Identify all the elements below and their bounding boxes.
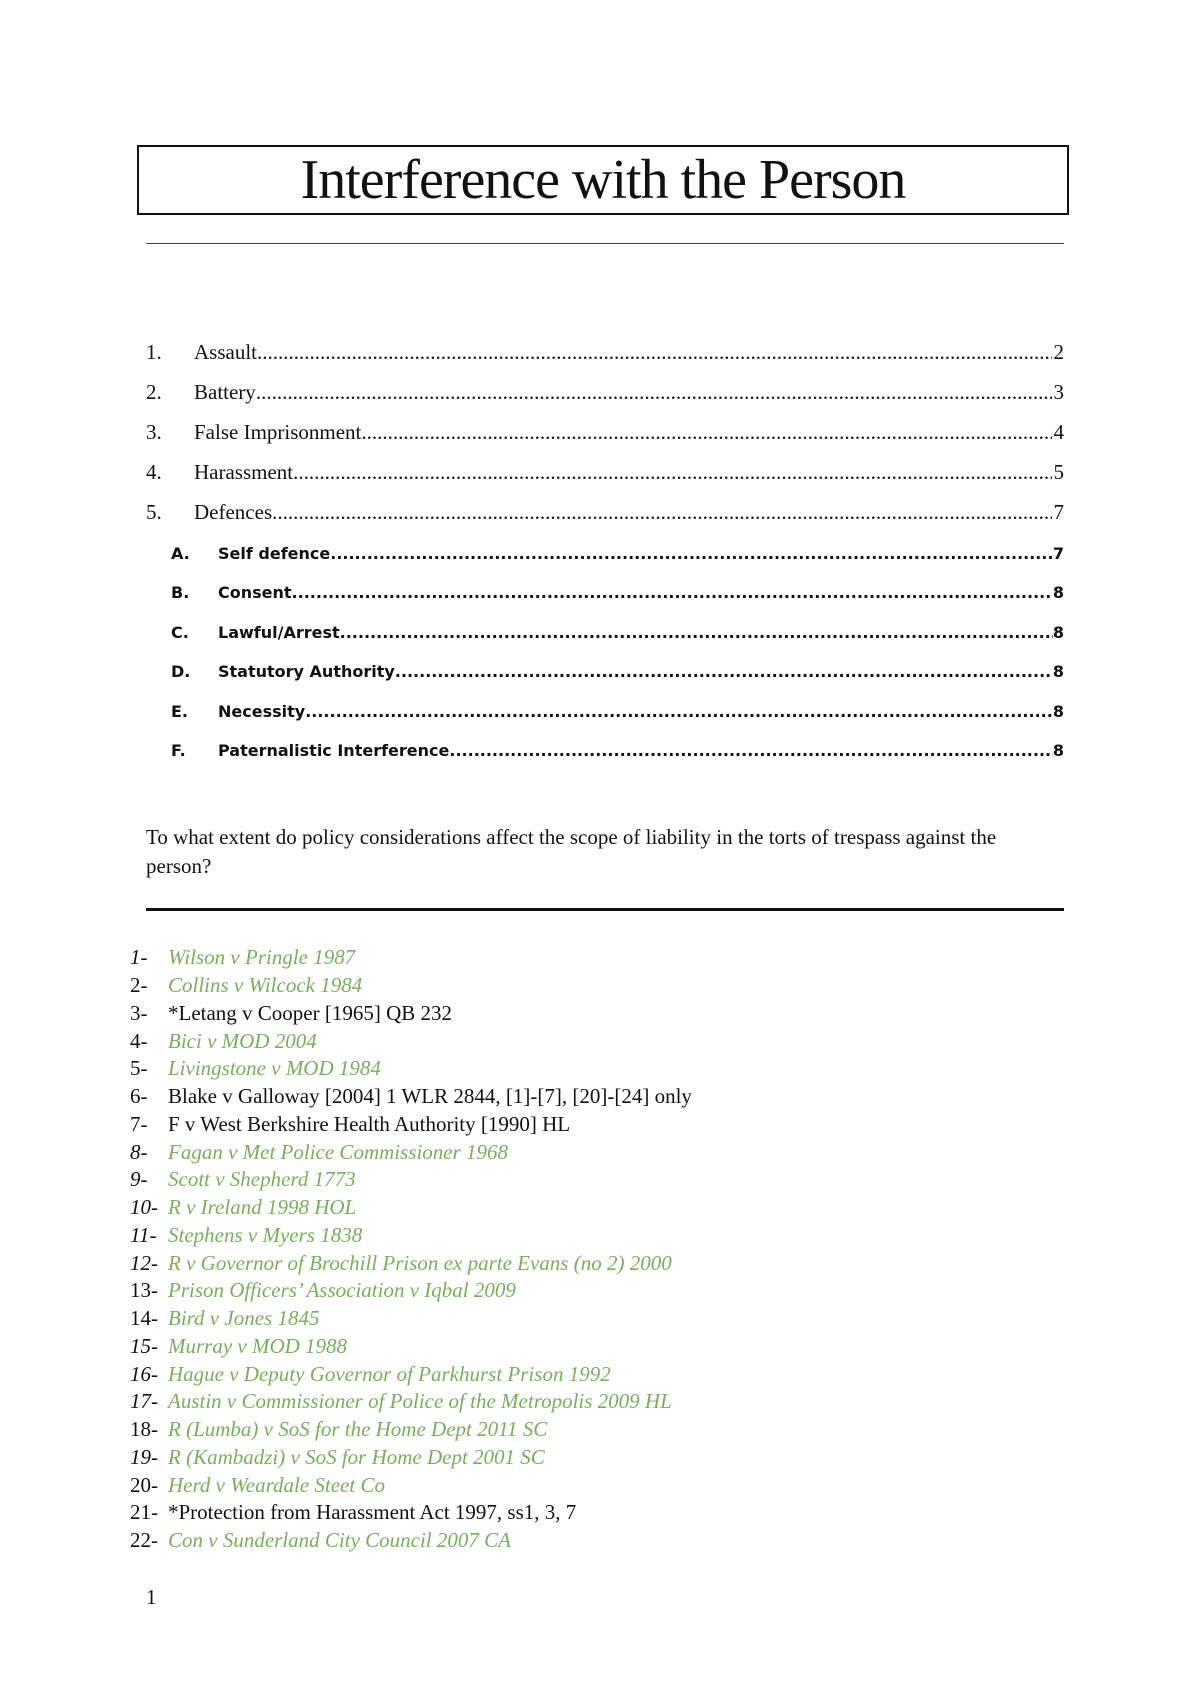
case-name: Wilson v Pringle 1987: [168, 945, 356, 970]
toc-number: 1.: [146, 340, 162, 364]
case-list-item: [130, 1527, 1090, 1555]
case-list: [130, 944, 1090, 1555]
toc-label: False Imprisonment: [194, 420, 362, 444]
toc-leader: [293, 460, 1051, 485]
case-name: *Protection from Harassment Act 1997, ss1, 3, 7: [168, 1500, 577, 1525]
case-name: R v Governor of Brochill Prison ex parte Evans (no 2) 2000: [168, 1250, 672, 1275]
case-name: Stephens v Myers 1838: [168, 1222, 363, 1247]
case-name: Collins v Wilcock 1984: [168, 973, 363, 998]
case-number: 18-: [130, 1417, 158, 1442]
toc-sub-letter: C.: [171, 622, 189, 642]
toc-sub-page: 8: [1052, 740, 1064, 760]
case-number: 16-: [130, 1361, 158, 1386]
toc-leader: [395, 662, 1053, 681]
toc-page: 3: [1053, 380, 1064, 404]
toc-sub-page: 8: [1052, 622, 1064, 642]
case-name: Murray v MOD 1988: [168, 1333, 348, 1358]
toc-page: 5: [1053, 460, 1064, 484]
case-name: Scott v Shepherd 1773: [168, 1167, 356, 1192]
toc-number: 2.: [146, 380, 162, 404]
case-list-item: [130, 1471, 1090, 1499]
case-list-item: [130, 1055, 1090, 1083]
toc-leader: [272, 500, 1051, 525]
case-list-item: [130, 944, 1090, 972]
toc-label: Harassment: [194, 460, 294, 484]
case-number: 17-: [130, 1389, 158, 1414]
toc-sub-letter: F.: [171, 740, 186, 760]
toc-leader: [292, 583, 1053, 602]
toc-sub-letter: B.: [171, 583, 190, 603]
case-number: 4-: [130, 1028, 148, 1053]
toc-sub-necessity[interactable]: [146, 702, 1064, 741]
case-list-item: [130, 1194, 1090, 1222]
toc-leader: [256, 380, 1052, 405]
case-name: R (Lumba) v SoS for the Home Dept 2011 SC: [168, 1417, 548, 1442]
toc-item-defences[interactable]: [146, 500, 1064, 540]
case-number: 15-: [130, 1333, 158, 1358]
essay-question: To what extent do policy considerations affect the scope of liability in the torts of trespass against the person?: [146, 825, 997, 878]
case-list-item: [130, 1166, 1090, 1194]
toc-item-harassment[interactable]: [146, 460, 1064, 500]
case-list-item: [130, 1000, 1090, 1028]
case-number: 13-: [130, 1278, 158, 1303]
toc-label: Assault: [194, 340, 257, 364]
toc-sub-page: 8: [1052, 701, 1064, 721]
case-name: Livingstone v MOD 1984: [168, 1056, 381, 1081]
toc-subsections: [146, 544, 1064, 780]
case-name: Con v Sunderland City Council 2007 CA: [168, 1528, 511, 1553]
toc-leader: [340, 623, 1053, 642]
toc-sub-label: Lawful/Arrest: [218, 622, 340, 642]
case-name: Hague v Deputy Governor of Parkhurst Prison 1992: [168, 1361, 611, 1386]
toc-page: 2: [1053, 340, 1064, 364]
toc-number: 4.: [146, 460, 162, 484]
toc-sub-page: 7: [1052, 544, 1064, 563]
case-number: 9-: [130, 1167, 148, 1192]
toc-item-assault[interactable]: [146, 340, 1064, 380]
case-number: 5-: [130, 1056, 148, 1081]
case-name: Bird v Jones 1845: [168, 1306, 320, 1331]
case-name: R v Ireland 1998 HOL: [168, 1195, 357, 1220]
case-number: 7-: [130, 1111, 148, 1136]
case-number: 11-: [130, 1222, 157, 1247]
case-number: 12-: [130, 1250, 158, 1275]
toc-leader: [305, 702, 1053, 721]
title-divider: [146, 243, 1064, 244]
toc-sub-label: Paternalistic Interference: [218, 740, 450, 760]
toc-sub-paternalistic-interference[interactable]: [146, 741, 1064, 780]
toc-sub-letter: D.: [171, 662, 191, 682]
toc-sub-page: 8: [1052, 583, 1064, 603]
toc-sub-self-defence[interactable]: [146, 544, 1064, 583]
case-name: Prison Officers’ Association v Iqbal 2009: [168, 1278, 516, 1303]
toc-item-false-imprisonment[interactable]: [146, 420, 1064, 460]
case-list-item: [130, 1333, 1090, 1361]
case-list-item: [130, 1360, 1090, 1388]
case-list-item: [130, 1027, 1090, 1055]
case-number: 1-: [130, 945, 148, 970]
case-list-item: [130, 1305, 1090, 1333]
toc-sub-label: Statutory Authority: [218, 662, 395, 682]
case-number: 2-: [130, 973, 148, 998]
case-name: Austin v Commissioner of Police of the Metropolis 2009 HL: [168, 1389, 672, 1414]
toc-leader: [257, 340, 1052, 365]
toc-item-battery[interactable]: [146, 380, 1064, 420]
case-name: R (Kambadzi) v SoS for Home Dept 2001 SC: [168, 1444, 545, 1469]
toc-sub-label: Necessity: [218, 701, 306, 721]
toc-leader: [361, 420, 1051, 445]
case-list-item: [130, 1249, 1090, 1277]
toc-number: 5.: [146, 500, 162, 524]
toc-label: Defences: [194, 500, 273, 524]
case-number: 21-: [130, 1500, 158, 1525]
table-of-contents: [146, 340, 1064, 540]
toc-leader: [449, 741, 1052, 760]
case-list-item: [130, 1444, 1090, 1472]
case-name: Fagan v Met Police Commissioner 1968: [168, 1139, 509, 1164]
case-name: Blake v Galloway [2004] 1 WLR 2844, [1]-[7], [20]-[24] only: [168, 1084, 692, 1109]
case-number: 10-: [130, 1195, 158, 1220]
toc-number: 3.: [146, 420, 162, 444]
toc-sub-statutory-authority[interactable]: [146, 662, 1064, 701]
case-name: F v West Berkshire Health Authority [1990] HL: [168, 1111, 571, 1136]
case-number: 8-: [130, 1139, 148, 1164]
toc-sub-page: 8: [1052, 662, 1064, 682]
case-list-item: [130, 1388, 1090, 1416]
toc-sub-letter: A.: [171, 544, 190, 563]
toc-sub-label: Consent: [218, 583, 292, 603]
case-number: 20-: [130, 1472, 158, 1497]
toc-sub-lawful-arrest[interactable]: [146, 623, 1064, 662]
case-list-item: [130, 972, 1090, 1000]
case-list-item: [130, 1083, 1090, 1111]
case-number: 3-: [130, 1000, 148, 1025]
document-title: Interference with the Person: [137, 145, 1069, 215]
case-number: 14-: [130, 1306, 158, 1331]
page-number: 1: [146, 1585, 157, 1609]
case-list-item: [130, 1111, 1090, 1139]
case-list-item: [130, 1416, 1090, 1444]
case-list-item: [130, 1277, 1090, 1305]
case-list-item: [130, 1222, 1090, 1250]
toc-label: Battery: [194, 380, 256, 404]
case-number: 6-: [130, 1084, 148, 1109]
toc-sub-consent[interactable]: [146, 583, 1064, 622]
case-list-item: [130, 1138, 1090, 1166]
case-name: Herd v Weardale Steet Co: [168, 1472, 385, 1497]
toc-sub-label: Self defence: [218, 544, 331, 563]
section-divider: [146, 908, 1064, 911]
case-list-item: [130, 1499, 1090, 1527]
case-number: 19-: [130, 1444, 158, 1469]
toc-leader: [330, 544, 1053, 563]
toc-page: 7: [1053, 500, 1064, 524]
toc-sub-letter: E.: [171, 701, 189, 721]
case-number: 22-: [130, 1528, 158, 1553]
case-name: *Letang v Cooper [1965] QB 232: [168, 1000, 453, 1025]
toc-page: 4: [1053, 420, 1064, 444]
case-name: Bici v MOD 2004: [168, 1028, 317, 1053]
